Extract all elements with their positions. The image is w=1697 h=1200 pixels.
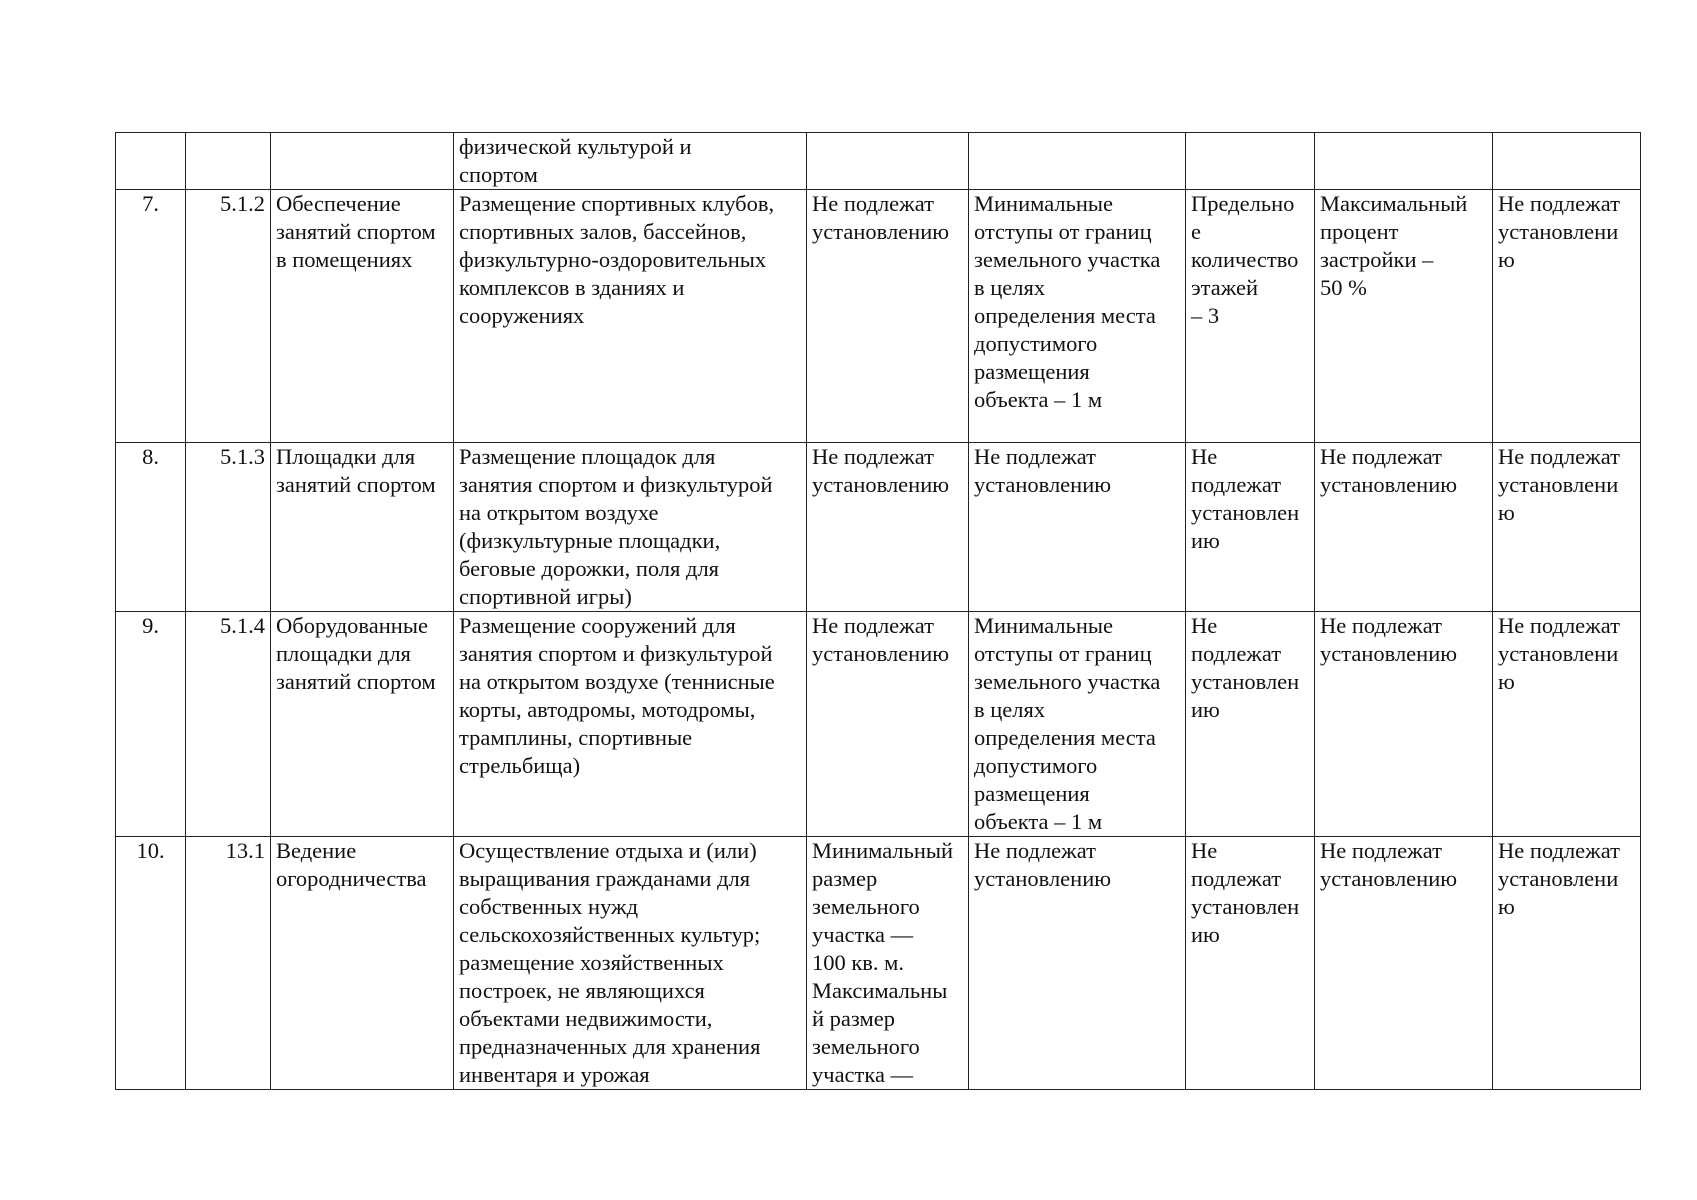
coverage-limits: Не подлежат установлению <box>1315 837 1493 1090</box>
use-description: Размещение площадок для занятия спортом и физкультурой на открытом воздухе (физкультурные площадки, беговые дорожки, поля для спортивной игры) <box>454 443 807 612</box>
use-description: Размещение спортивных клубов, спортивных залов, бассейнов, физкультурно-оздоровительных комплексов в зданиях и сооружениях <box>454 190 807 443</box>
plot-size-limits: Не подлежат установлению <box>807 190 969 443</box>
use-name: Обеспечение занятий спортом в помещениях <box>271 190 454 443</box>
zoning-regulations-table <box>115 132 1641 1090</box>
use-description: Осуществление отдыха и (или) выращивания гражданами для собственных нужд сельскохозяйственных культур; размещение хозяйственных построек, не являющихся объектами недвижимости, предназначенных для хранения инвентаря и урожая <box>454 837 807 1090</box>
row-number <box>116 133 186 190</box>
floor-limits: Не подлежат установлен ию <box>1186 443 1315 612</box>
other-limits <box>1493 133 1641 190</box>
setback-limits: Минимальные отступы от границ земельного участка в целях определения места допустимого размещения объекта – 1 м <box>969 190 1186 443</box>
use-description: Размещение сооружений для занятия спортом и физкультурой на открытом воздухе (теннисные корты, автодромы, мотодромы, трамплины, спортивные стрельбища) <box>454 612 807 837</box>
use-code: 13.1 <box>186 837 271 1090</box>
use-name: Ведение огородничества <box>271 837 454 1090</box>
floor-limits <box>1186 133 1315 190</box>
table-row <box>116 837 1641 1090</box>
other-limits: Не подлежат установлени ю <box>1493 837 1641 1090</box>
floor-limits: Не подлежат установлен ию <box>1186 837 1315 1090</box>
row-number: 7. <box>116 190 186 443</box>
row-number: 10. <box>116 837 186 1090</box>
plot-size-limits: Не подлежат установлению <box>807 612 969 837</box>
table-row <box>116 612 1641 837</box>
setback-limits: Не подлежат установлению <box>969 443 1186 612</box>
table-row <box>116 133 1641 190</box>
use-name: Площадки для занятий спортом <box>271 443 454 612</box>
other-limits: Не подлежат установлени ю <box>1493 443 1641 612</box>
table-row <box>116 443 1641 612</box>
use-description: физической культурой и спортом <box>454 133 807 190</box>
use-name: Оборудованные площадки для занятий спортом <box>271 612 454 837</box>
setback-limits: Не подлежат установлению <box>969 837 1186 1090</box>
floor-limits: Не подлежат установлен ию <box>1186 612 1315 837</box>
coverage-limits: Не подлежат установлению <box>1315 443 1493 612</box>
setback-limits: Минимальные отступы от границ земельного участка в целях определения места допустимого размещения объекта – 1 м <box>969 612 1186 837</box>
table-row <box>116 190 1641 443</box>
coverage-limits <box>1315 133 1493 190</box>
row-number: 9. <box>116 612 186 837</box>
plot-size-limits <box>807 133 969 190</box>
use-code: 5.1.3 <box>186 443 271 612</box>
other-limits: Не подлежат установлени ю <box>1493 612 1641 837</box>
coverage-limits: Максимальный процент застройки – 50 % <box>1315 190 1493 443</box>
use-name <box>271 133 454 190</box>
coverage-limits: Не подлежат установлению <box>1315 612 1493 837</box>
row-number: 8. <box>116 443 186 612</box>
plot-size-limits: Не подлежат установлению <box>807 443 969 612</box>
use-code: 5.1.2 <box>186 190 271 443</box>
plot-size-limits: Минимальный размер земельного участка — 100 кв. м. Максимальны й размер земельного участка — <box>807 837 969 1090</box>
floor-limits: Предельно е количество этажей – 3 <box>1186 190 1315 443</box>
setback-limits <box>969 133 1186 190</box>
use-code: 5.1.4 <box>186 612 271 837</box>
other-limits: Не подлежат установлени ю <box>1493 190 1641 443</box>
use-code <box>186 133 271 190</box>
